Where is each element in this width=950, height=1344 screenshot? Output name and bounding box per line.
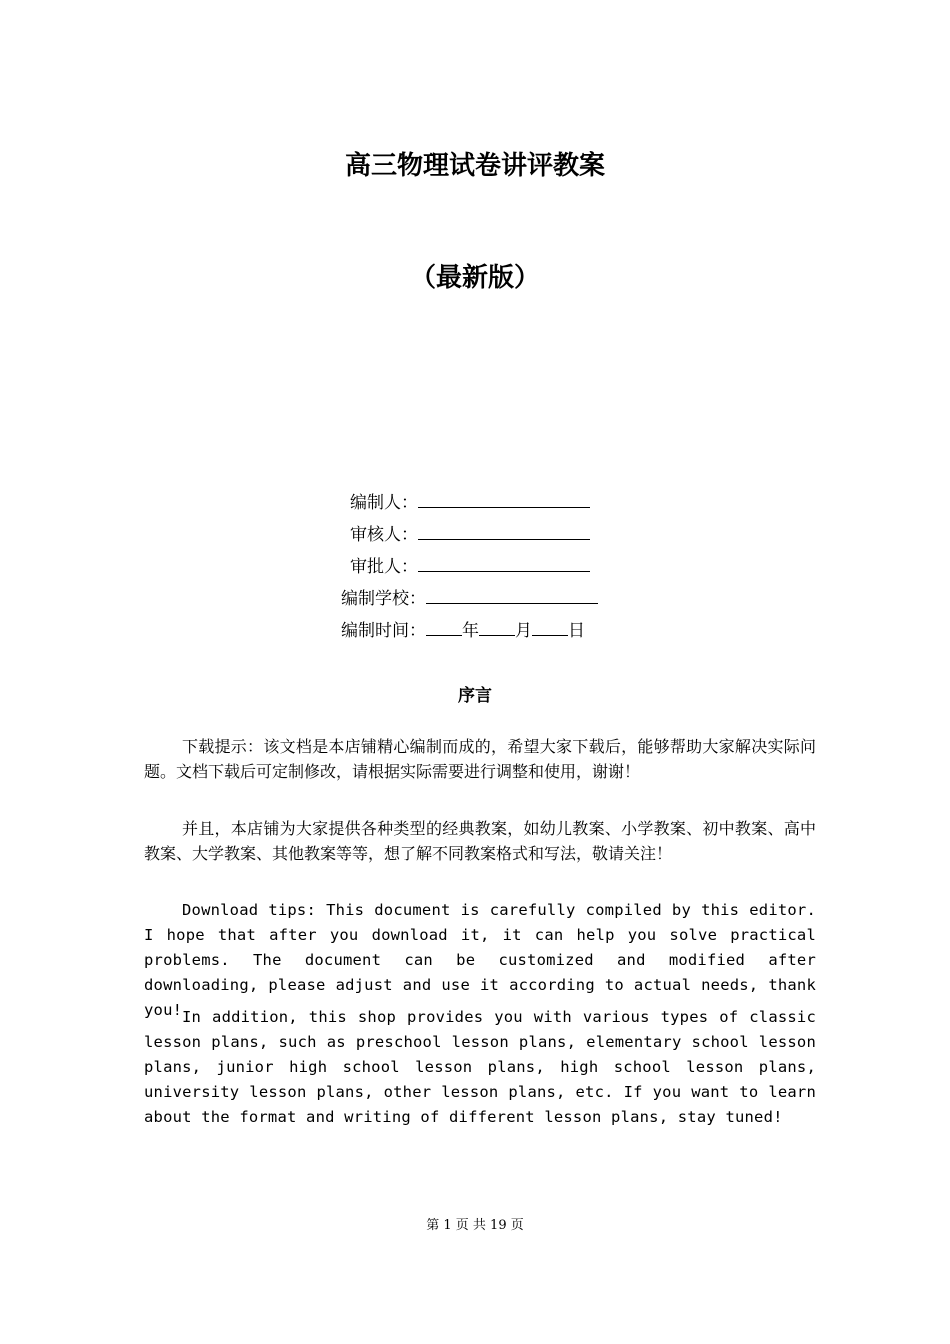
approver-field [350,555,590,579]
year-label: 年 [462,621,479,641]
day-blank-line [532,619,568,636]
approver-label: 审批人： [350,557,418,577]
school-blank-line [426,587,598,604]
document-subtitle: （最新版） [409,263,540,293]
month-label: 月 [515,621,532,641]
preface-paragraph: 并且，本店铺为大家提供各种类型的经典教案，如幼儿教案、小学教案、初中教案、高中教案、大学教案、其他教案等等，想了解不同教案格式和写法，敬请关注！ [144,819,816,863]
year-blank-line [426,619,462,636]
school-label: 编制学校： [341,589,426,609]
reviewer-blank-line [418,523,590,540]
preface-heading: 序言 [458,686,492,706]
preface-paragraph: Download tips: This document is carefully compiled by this editor. I hope that after you download it, it can help you solve practical problems. The document can be customized and modified after downloading, please adjust and use it according to actual needs, thank you! [144,901,816,1019]
date-label: 编制时间： [341,621,426,641]
preface-paragraph: 下载提示：该文档是本店铺精心编制而成的，希望大家下载后，能够帮助大家解决实际问题。文档下载后可定制修改，请根据实际需要进行调整和使用，谢谢！ [144,737,816,781]
month-blank-line [479,619,515,636]
day-label: 日 [568,621,585,641]
date-field [341,619,585,643]
editor-label: 编制人： [350,493,418,513]
page-number-footer: 第 1 页 共 19 页 [426,1218,524,1233]
reviewer-label: 审核人： [350,525,418,545]
approver-blank-line [418,555,590,572]
document-title: 高三物理试卷讲评教案 [344,151,605,181]
editor-blank-line [418,491,590,508]
school-field [341,587,598,611]
reviewer-field [350,523,590,547]
preface-paragraph: In addition, this shop provides you with various types of classic lesson plans, such as preschool lesson plans, elementary school lesson plans, junior high school lesson plans, high school lesson plans, university lesson plans, other lesson plans, etc. If you want to learn about the format and writing of different lesson plans, stay tuned! [144,1008,816,1126]
editor-field [350,491,590,515]
